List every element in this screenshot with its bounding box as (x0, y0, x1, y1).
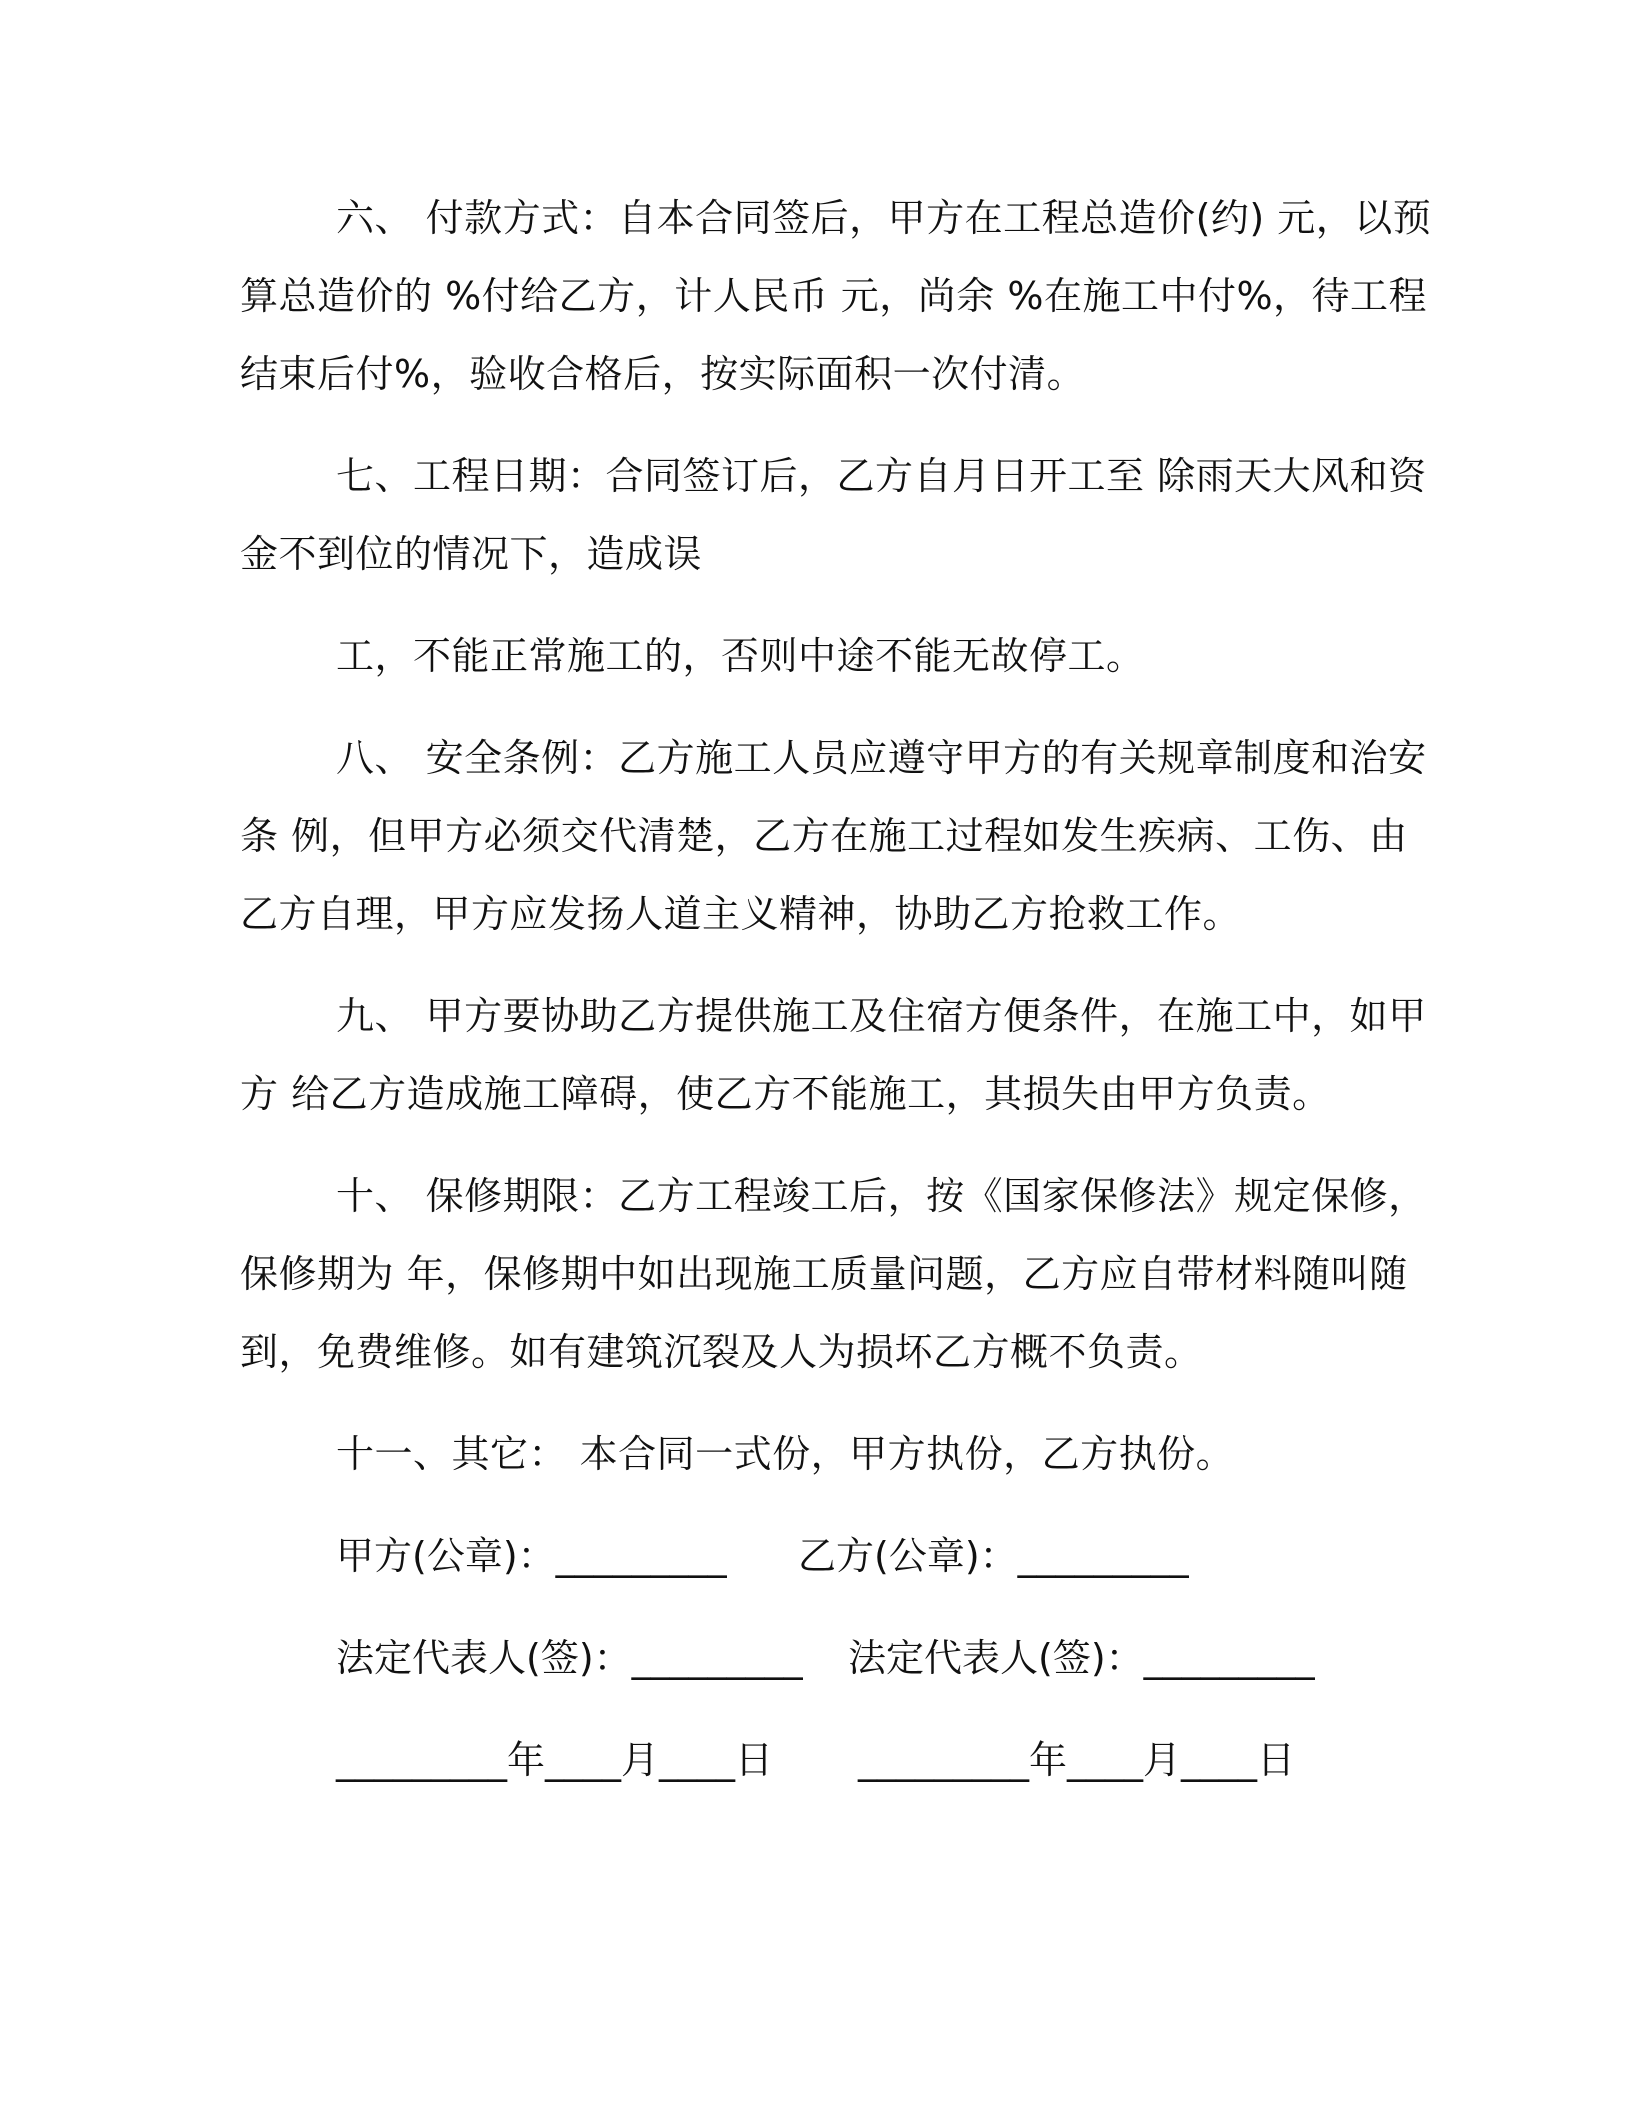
clause-8-line-1: 八、 安全条例：乙方施工人员应遵守甲方的有关规章制度和治安 (336, 736, 1427, 780)
clause-6-line-2: 算总造价的 %付给乙方，计人民币 元，尚余 %在施工中付%，待工程 (240, 274, 1428, 318)
clause-10-line-3: 到，免费维修。如有建筑沉裂及人为损坏乙方概不负责。 (240, 1330, 1203, 1374)
clause-6-line-3: 结束后付%，验收合格后，按实际面积一次付清。 (240, 352, 1086, 396)
clause-9-line-2: 方 给乙方造成施工障碍，使乙方不能施工，其损失由甲方负责。 (240, 1072, 1331, 1116)
party-b-date-field: _________年____月____日 (858, 1738, 1296, 1782)
clause-8-line-3: 乙方自理，甲方应发扬人道主义精神，协助乙方抢救工作。 (240, 892, 1242, 936)
party-b-representative-field: 法定代表人(签)：_________ (848, 1636, 1315, 1680)
party-a-date-field: _________年____月____日 (336, 1738, 774, 1782)
clause-7-line-2: 金不到位的情况下，造成误 (240, 532, 703, 576)
clause-11-line: 十一、其它： 本合同一式份，甲方执份，乙方执份。 (336, 1432, 1235, 1476)
clause-7-line-1: 七、工程日期：合同签订后，乙方自月日开工至 除雨天大风和资 (336, 454, 1427, 498)
clause-7-line-3: 工，不能正常施工的，否则中途不能无故停工。 (336, 634, 1145, 678)
clause-10-line-2: 保修期为 年，保修期中如出现施工质量问题，乙方应自带材料随叫随 (240, 1252, 1408, 1296)
party-b-seal-field: 乙方(公章)：_________ (798, 1534, 1189, 1578)
party-a-representative-field: 法定代表人(签)：_________ (336, 1636, 803, 1680)
party-a-seal-field: 甲方(公章)：_________ (336, 1534, 727, 1578)
clause-9-line-1: 九、 甲方要协助乙方提供施工及住宿方便条件，在施工中，如甲 (336, 994, 1427, 1038)
clause-6-line-1: 六、 付款方式：自本合同签后，甲方在工程总造价(约) 元，以预 (336, 196, 1432, 240)
clause-10-line-1: 十、 保修期限：乙方工程竣工后，按《国家保修法》规定保修， (336, 1174, 1427, 1218)
clause-8-line-2: 条 例，但甲方必须交代清楚，乙方在施工过程如发生疾病、工伤、由 (240, 814, 1408, 858)
